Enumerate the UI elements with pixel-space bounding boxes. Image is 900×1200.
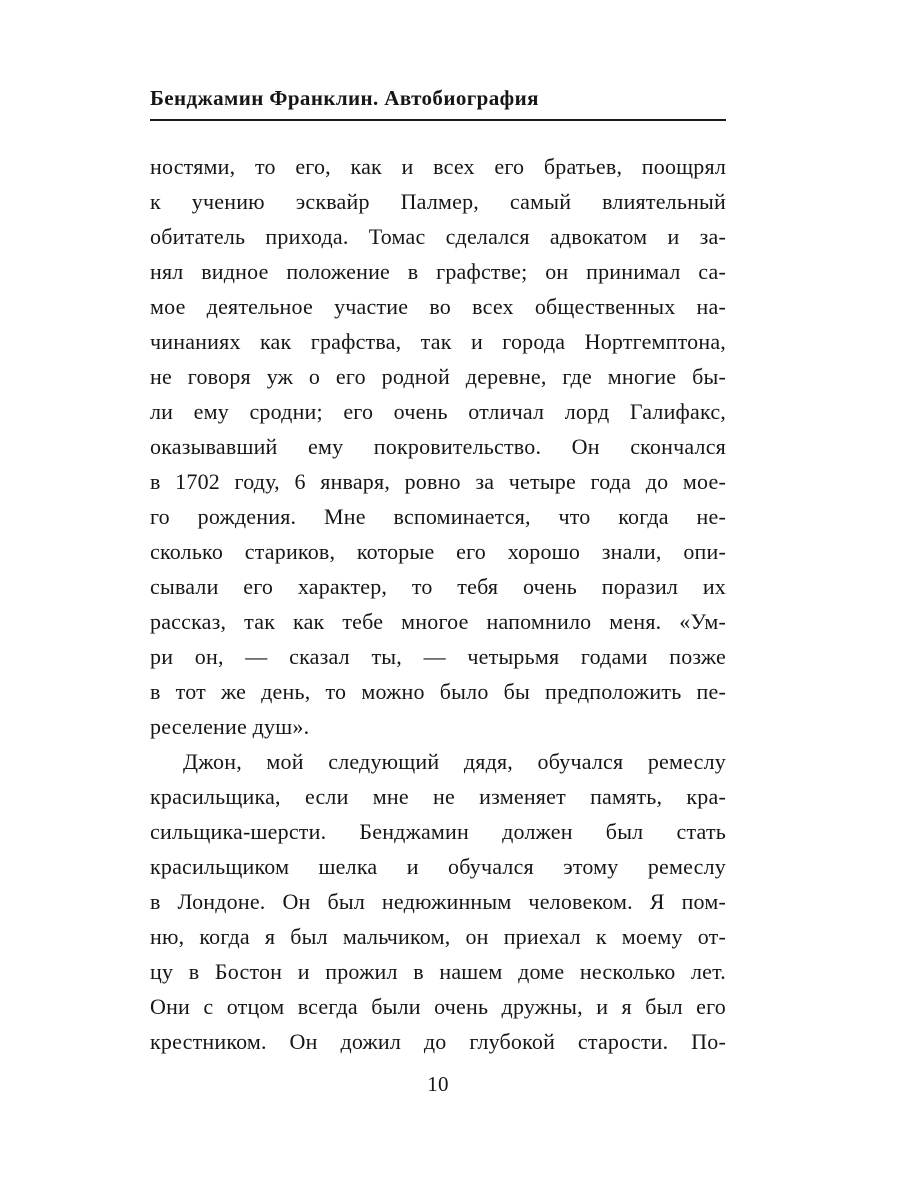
text-line: красильщика, если мне не изменяет память, кра- xyxy=(150,784,726,809)
text-line: Джон, мой следующий дядя, обучался ремеслу xyxy=(183,749,726,774)
text-line: обитатель прихода. Томас сделался адвокатом и за- xyxy=(150,224,726,249)
text-line: ню, когда я был мальчиком, он приехал к моему от- xyxy=(150,924,726,949)
text-line: сывали его характер, то тебя очень поразил их xyxy=(150,574,726,599)
text-line: к учению эсквайр Палмер, самый влиятельный xyxy=(150,189,726,214)
text-line: цу в Бостон и прожил в нашем доме несколько лет. xyxy=(150,959,726,984)
text-line: крестником. Он дожил до глубокой старости. По- xyxy=(150,1029,726,1054)
text-line: реселение душ». xyxy=(150,714,310,739)
text-line: рассказ, так как тебе многое напомнило меня. «Ум- xyxy=(150,609,726,634)
text-line: ли ему сродни; его очень отличал лорд Галифакс, xyxy=(150,399,726,424)
text-line: ностями, то его, как и всех его братьев, поощрял xyxy=(150,154,726,179)
text-line: в 1702 году, 6 января, ровно за четыре года до мое- xyxy=(150,469,726,494)
paragraph xyxy=(150,744,726,1059)
text-column xyxy=(150,84,726,1059)
text-line: в Лондоне. Он был недюжинным человеком. Я пом- xyxy=(150,889,726,914)
text-line: Они с отцом всегда были очень дружны, и я был его xyxy=(150,994,726,1019)
text-line: сильщика-шерсти. Бенджамин должен был стать xyxy=(150,819,726,844)
text-line: ри он, — сказал ты, — четырьмя годами позже xyxy=(150,644,726,669)
header-rule xyxy=(150,119,726,121)
text-line: го рождения. Мне вспоминается, что когда не- xyxy=(150,504,726,529)
page-number: 10 xyxy=(427,1072,449,1096)
text-line: сколько стариков, которые его хорошо знали, опи- xyxy=(150,539,726,564)
page-header xyxy=(150,84,726,121)
text-line: оказывавший ему покровительство. Он скончался xyxy=(150,434,726,459)
page-body xyxy=(150,149,726,1059)
text-line: чинаниях как графства, так и города Нортгемптона, xyxy=(150,329,726,354)
text-line: в тот же день, то можно было бы предположить пе- xyxy=(150,679,726,704)
text-line: не говоря уж о его родной деревне, где многие бы- xyxy=(150,364,726,389)
running-title: Бенджамин Франклин. Автобиография xyxy=(150,86,539,110)
text-line: мое деятельное участие во всех общественных на- xyxy=(150,294,726,319)
paragraph xyxy=(150,149,726,744)
text-line: нял видное положение в графстве; он принимал са- xyxy=(150,259,726,284)
text-line: красильщиком шелка и обучался этому ремеслу xyxy=(150,854,726,879)
